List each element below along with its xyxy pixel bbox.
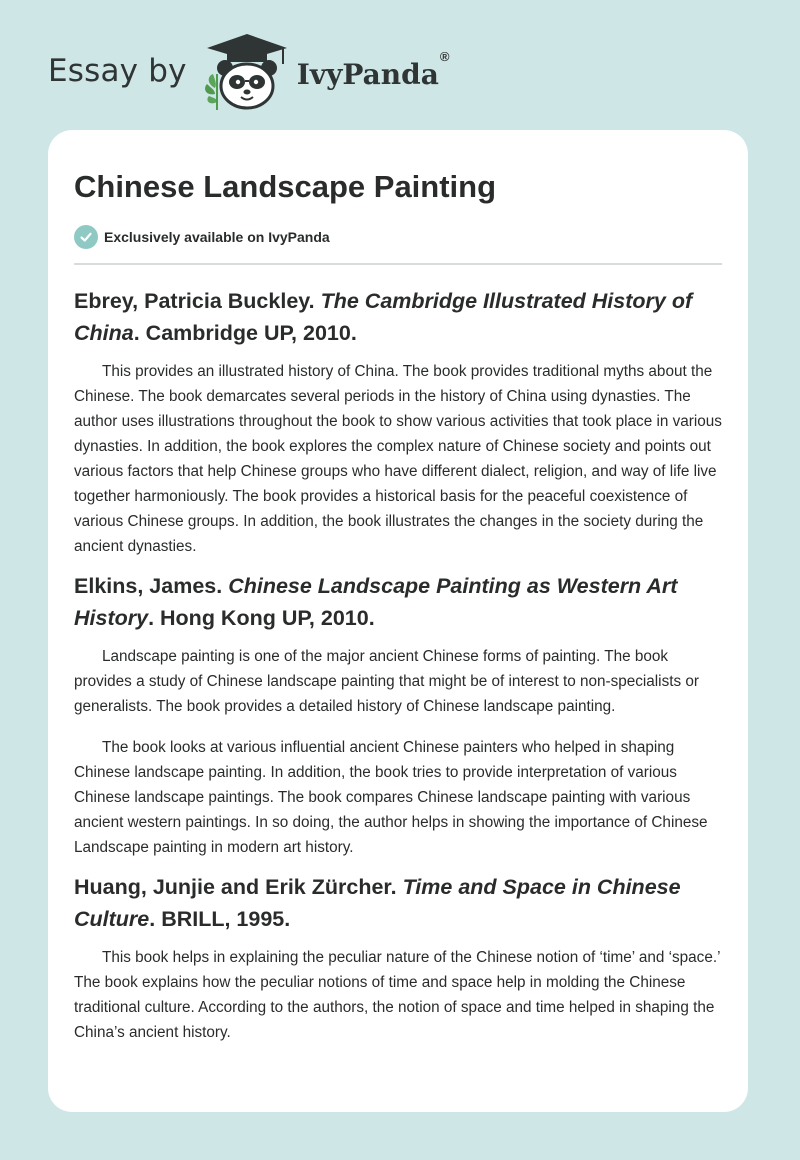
annotation-paragraph: This provides an illustrated history of China. The book provides traditional myths about the Chinese. The book demarcates several periods in the history of China using dynasties. The author uses illustrations throughout the book to show various activities that took place in various dynasties. In addition, the book explores the complex nature of Chinese society and points out various factors that help Chinese groups who have different dialect, religion, and way of life live together harmoniously. The book provides a historical basis for the peaceful coexistence of various Chinese groups. In addition, the book illustrates the changes in the society during the ancient dynasties. bbox=[74, 363, 722, 555]
exclusive-badge bbox=[74, 224, 722, 250]
citation-heading: Huang, Junjie and Erik Zürcher. Time and Space in Chinese Culture. BRILL, 1995. bbox=[74, 875, 681, 931]
book-title: Chinese Landscape Painting as Western Art History bbox=[74, 574, 678, 630]
site-header bbox=[48, 30, 449, 112]
annotation-paragraph: This book helps in explaining the peculiar nature of the Chinese notion of ‘time’ and ‘space.’ The book explains how the peculiar notions of time and space help in molding the Chinese traditional culture. According to the authors, the notion of space and time helped in shaping the China’s ancient history. bbox=[74, 949, 720, 1041]
annotation-paragraph: The book looks at various influential ancient Chinese painters who helped in shaping Chinese landscape painting. In addition, the book tries to provide interpretation of various Chinese landscape paintings. The book compares Chinese landscape painting with various ancient western paintings. In so doing, the author helps in showing the importance of Chinese Landscape painting in modern art history. bbox=[74, 739, 708, 856]
annotation-paragraph: Landscape painting is one of the major ancient Chinese forms of painting. The book provides a study of Chinese landscape painting that might be of interest to non-specialists or generalists. The book provides a detailed history of Chinese landscape painting. bbox=[74, 648, 699, 715]
citation-heading: Ebrey, Patricia Buckley. The Cambridge Illustrated History of China. Cambridge UP, 2010. bbox=[74, 289, 693, 345]
book-title: The Cambridge Illustrated History of China bbox=[74, 289, 693, 345]
check-circle-icon bbox=[74, 225, 98, 249]
page-title: Chinese Landscape Painting bbox=[74, 169, 497, 204]
registered-mark: ® bbox=[439, 49, 450, 65]
essay-card bbox=[48, 130, 748, 1112]
panda-logo-icon bbox=[201, 30, 293, 112]
book-title: Time and Space in Chinese Culture bbox=[74, 875, 681, 931]
essay-by-label: Essay by bbox=[48, 53, 187, 89]
divider bbox=[74, 263, 722, 265]
citation-heading: Elkins, James. Chinese Landscape Painting as Western Art History. Hong Kong UP, 2010. bbox=[74, 574, 678, 630]
brand-name: IvyPanda® bbox=[296, 49, 450, 91]
badge-label: Exclusively available on IvyPanda bbox=[104, 229, 330, 245]
